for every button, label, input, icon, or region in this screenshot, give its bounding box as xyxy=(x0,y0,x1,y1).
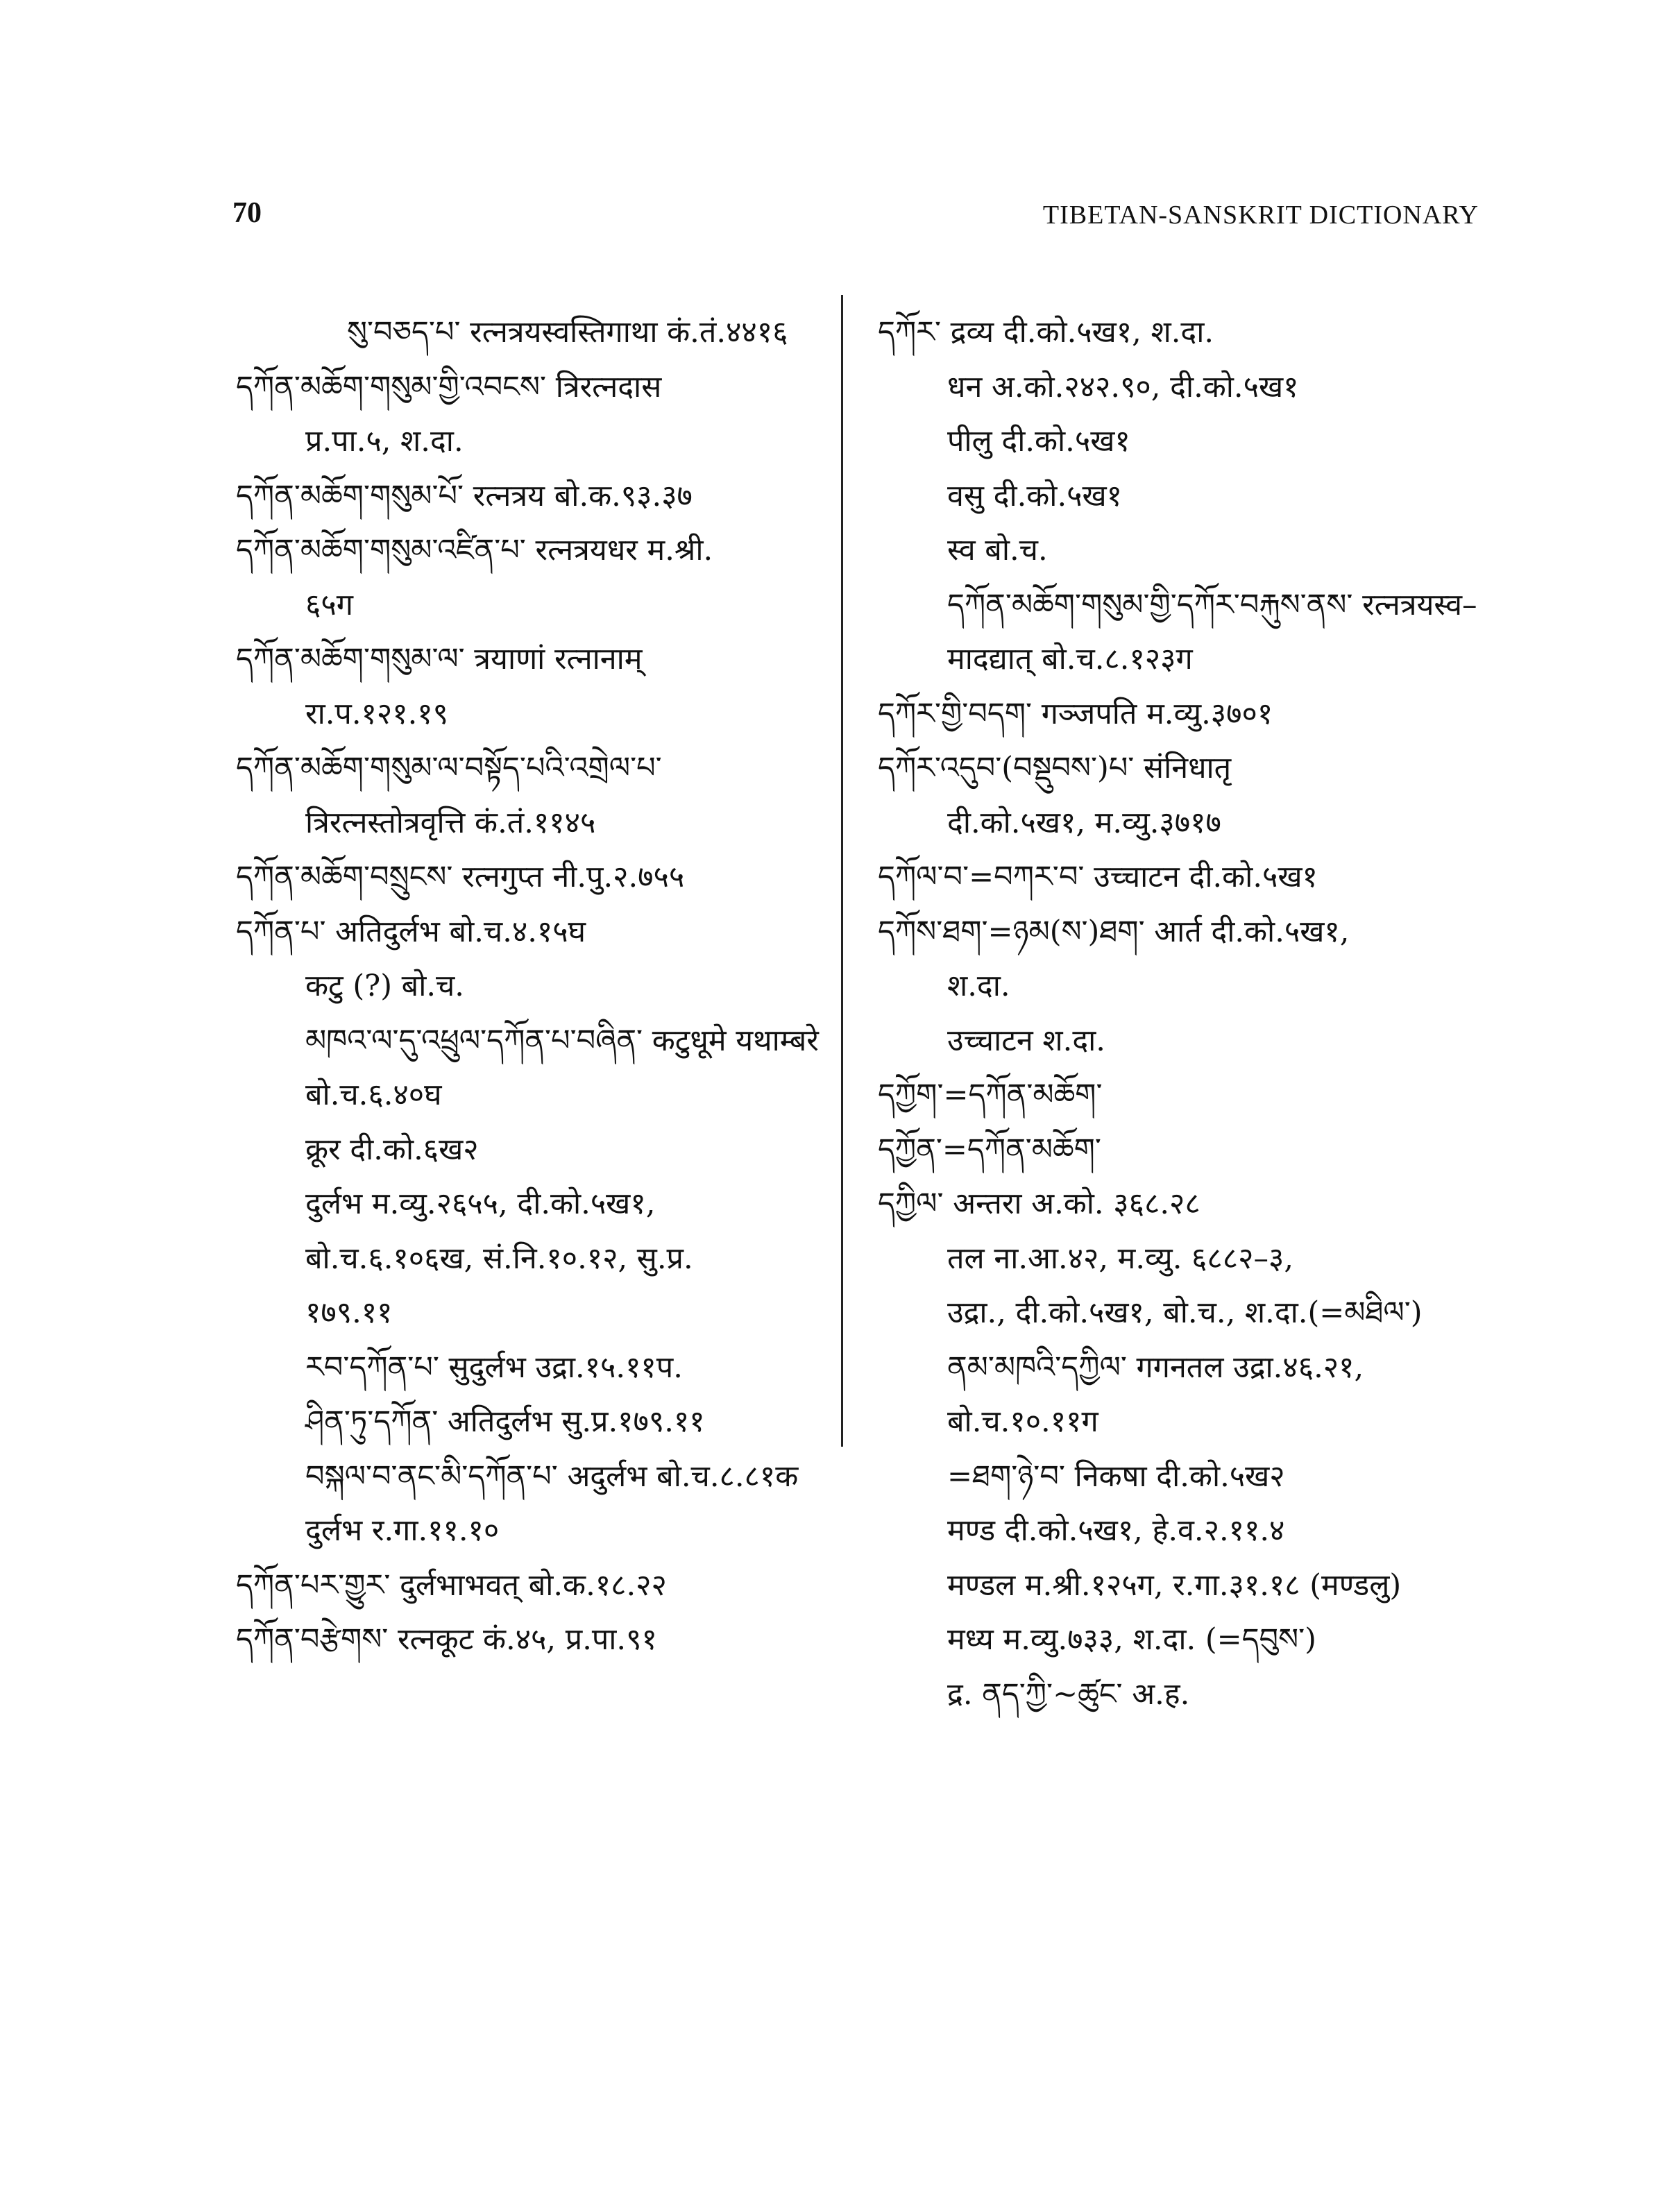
dictionary-line: वसु दी.को.५ख१ xyxy=(947,478,1123,513)
dictionary-line: १७९.११ xyxy=(305,1295,393,1330)
dictionary-line: དཀྱོན་=དཀོན་མཆོག་ xyxy=(878,1132,1101,1167)
dictionary-line: पीलु दी.को.५ख१ xyxy=(947,424,1130,459)
dictionary-line: དཀྱོག་=དཀོན་མཆོག་ xyxy=(878,1078,1103,1112)
dictionary-line: དཀོན་མཆོག་གསུམ་ལ་ त्रयाणां रत्नानाम् xyxy=(236,642,643,677)
dictionary-line: དཀོས་ཐག་=ཉམ(ས་)ཐག་ आर्त दी.को.५ख१, xyxy=(878,914,1350,949)
dictionary-line: द्र. ནད་ཀྱི་~ཚུང་ अ.ह. xyxy=(947,1676,1190,1712)
dictionary-line: དཀོན་མཆོག་བསྲུངས་ रत्नगुप्त नी.पु.२.७५५ xyxy=(236,860,685,894)
dictionary-line: रा.प.१२१.१९ xyxy=(305,696,448,731)
dictionary-line: དཀོན་མཆོག་གསུམ་ལ་བསྟོད་པའི་འགྲེལ་པ་ xyxy=(236,751,662,785)
dictionary-line: दुर्लभ र.गा.११.१० xyxy=(305,1513,500,1548)
dictionary-line: དཀོན་བརྩེགས་ रत्नकूट कं.४५, प्र.पा.९१ xyxy=(236,1622,657,1657)
dictionary-line: बो.च.६.४०घ xyxy=(305,1078,442,1112)
dictionary-line: =ཐག་ཉེ་བ་ निकषा दी.को.५ख२ xyxy=(947,1458,1285,1494)
dictionary-line: དཀོན་མཆོག་གསུམ་པོ་ रत्नत्रय बो.क.९३.३७ xyxy=(236,478,693,513)
dictionary-line: དཀོན་པ་ अतिदुर्लभ बो.च.४.१५घ xyxy=(236,914,586,949)
dictionary-line: མཁའ་ལ་དུ་འཕྲུལ་དཀོན་པ་བཞིན་ कटुधूमे यथाम्बरे xyxy=(305,1023,819,1058)
dictionary-line: धन अ.को.२४२.९०, दी.को.५ख१ xyxy=(947,369,1299,405)
dictionary-line: དཀོན་མཆོག་གསུམ་གྱི་འབངས་ त्रिरत्नदास xyxy=(236,369,662,405)
dictionary-line: तल ना.आ.४२, म.व्यु. ६८८२–३, xyxy=(947,1241,1294,1276)
page-number: 70 xyxy=(232,197,262,229)
dictionary-line: ནམ་མཁའི་དཀྱིལ་ गगनतल उद्रा.४६.२१, xyxy=(947,1350,1364,1385)
dictionary-line: मध्य म.व्यु.७३३, श.दा. (=དབུས་) xyxy=(947,1622,1316,1657)
dictionary-line: དཀོན་མཆོག་གསུམ་གྱི་དཀོར་བརྐུས་ནས་ रत्नत्रयस्व– xyxy=(947,587,1477,622)
dictionary-line: बो.च.६.१०६ख, सं.नि.१०.१२, सु.प्र. xyxy=(305,1241,693,1276)
dictionary-line: स्व बो.च. xyxy=(947,533,1048,568)
dictionary-line: मादद्यात् बो.च.८.१२३ग xyxy=(947,642,1193,677)
dictionary-line: ཤིན་ཏུ་དཀོན་ अतिदुर्लभ सु.प्र.१७९.११ xyxy=(305,1404,705,1439)
dictionary-line: दुर्लभ म.व्यु.२६५५, दी.को.५ख१, xyxy=(305,1186,656,1221)
dictionary-line: དཀོར་ द्रव्य दी.को.५ख१, श.दा. xyxy=(878,315,1214,350)
dictionary-line: उच्चाटन श.दा. xyxy=(947,1023,1105,1058)
dictionary-line: उद्रा., दी.को.५ख१, बो.च., श.दा.(=མཐིལ་) xyxy=(947,1295,1423,1330)
dictionary-line: རབ་དཀོན་པ་ सुदुर्लभ उद्रा.१५.११प. xyxy=(305,1350,683,1385)
dictionary-line: དཀོན་མཆོག་གསུམ་འཛིན་པ་ रत्नत्रयधर म.श्री. xyxy=(236,533,713,568)
dictionary-line: त्रिरत्नस्तोत्रवृत्ति कं.तं.११४५ xyxy=(305,805,596,840)
dictionary-line: कटु (?) बो.च. xyxy=(305,969,464,1003)
left-column xyxy=(236,305,833,1667)
column-divider xyxy=(841,295,843,1447)
right-column xyxy=(878,305,1482,1721)
dictionary-line: क्रूर दी.को.६ख२ xyxy=(305,1132,479,1167)
dictionary-line: ६५ग xyxy=(305,587,353,622)
running-title: TIBETAN-SANSKRIT DICTIONARY xyxy=(1042,201,1479,230)
dictionary-line: मण्ड दी.को.५ख१, हे.व.२.११.४ xyxy=(947,1513,1285,1548)
dictionary-line: मण्डल म.श्री.१२५ग, र.गा.३१.१८ (मण्डलु) xyxy=(947,1567,1402,1603)
dictionary-line: श.दा. xyxy=(947,969,1010,1003)
dictionary-line: बो.च.१०.११ग xyxy=(947,1404,1098,1439)
dictionary-line: དཀོར་གྱི་བདག་ गञ्जपति म.व्यु.३७०१ xyxy=(878,696,1273,731)
dictionary-line: दी.को.५ख१, म.व्यु.३७१७ xyxy=(947,805,1221,840)
dictionary-line: དཀྱིལ་ अन्तरा अ.को. ३६८.२८ xyxy=(878,1186,1200,1221)
dictionary-line: སུ་བཅད་པ་ रत्नत्रयस्वस्तिगाथा कं.तं.४४१६ xyxy=(347,315,788,350)
dictionary-line: प्र.पा.५, श.दा. xyxy=(305,424,464,459)
dictionary-line: དཀོར་འདུབ་(བསྡུབས་)པ་ संनिधातृ xyxy=(878,751,1232,785)
dictionary-line: དཀོན་པར་གྱུར་ दुर्लभाभवत् बो.क.१८.२२ xyxy=(236,1567,667,1603)
dictionary-line: དཀོལ་བ་=བཀར་བ་ उच्चाटन दी.को.५ख१ xyxy=(878,860,1318,894)
dictionary-line: བསྐལ་བ་ནང་མི་དཀོན་པ་ अदुर्लभ बो.च.८.८१क xyxy=(305,1458,799,1494)
